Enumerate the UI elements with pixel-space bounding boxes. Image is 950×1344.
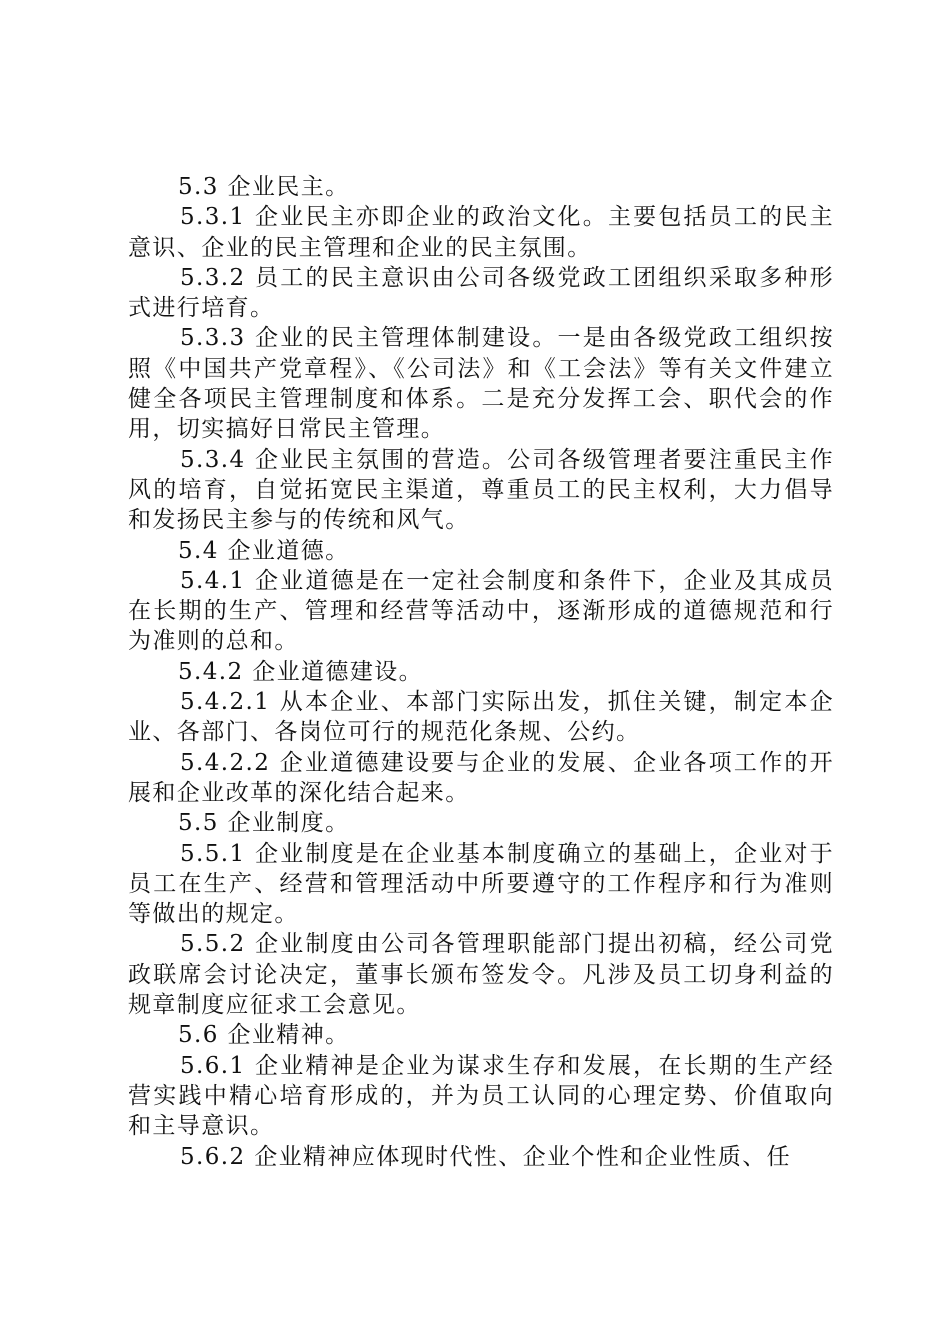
paragraph-5-4-2-2: 5.4.2.2 企业道德建设要与企业的发展、企业各项工作的开展和企业改革的深化结合起来。 (128, 749, 834, 806)
paragraph-5-6-2: 5.6.2 企业精神应体现时代性、企业个性和企业性质、任 (180, 1143, 792, 1170)
paragraph-5-3-1: 5.3.1 企业民主亦即企业的政治文化。主要包括员工的民主意识、企业的民主管理和企业的民主氛围。 (128, 204, 834, 261)
paragraph-5-4-1: 5.4.1 企业道德是在一定社会制度和条件下，企业及其成员在长期的生产、管理和经营等活动中，逐渐形成的道德规范和行为准则的总和。 (128, 567, 834, 655)
section-heading-5-4: 5.4 企业道德。 (178, 537, 350, 564)
section-heading-5-3: 5.3 企业民主。 (178, 174, 350, 200)
paragraph-5-6-1: 5.6.1 企业精神是企业为谋求生存和发展，在长期的生产经营实践中精心培育形成的，并为员工认同的心理定势、价值取向和主导意识。 (128, 1052, 834, 1140)
paragraph-5-4-2-1: 5.4.2.1 从本企业、本部门实际出发，抓住关键，制定本企业、各部门、各岗位可行的规范化条规、公约。 (128, 689, 834, 746)
paragraph-5-3-4: 5.3.4 企业民主氛围的营造。公司各级管理者要注重民主作风的培育，自觉拓宽民主渠道，尊重员工的民主权利，大力倡导和发扬民主参与的传统和风气。 (128, 446, 834, 534)
paragraph-5-3-3: 5.3.3 企业的民主管理体制建设。一是由各级党政工组织按照《中国共产党章程》、《公司法》和《工会法》等有关文件建立健全各项民主管理制度和体系。二是充分发挥工会、职代会的作用，切实搞好日常民主管理。 (128, 325, 834, 443)
section-heading-5-6: 5.6 企业精神。 (178, 1022, 350, 1049)
section-heading-5-5: 5.5 企业制度。 (178, 810, 350, 837)
paragraph-5-3-2: 5.3.2 员工的民主意识由公司各级党政工团组织采取多种形式进行培育。 (128, 264, 834, 322)
document-body (128, 172, 834, 1172)
section-heading-5-4-2: 5.4.2 企业道德建设。 (178, 658, 424, 685)
paragraph-5-5-1: 5.5.1 企业制度是在企业基本制度确立的基础上，企业对于员工在生产、经营和管理活动中所要遵守的工作程序和行为准则等做出的规定。 (128, 840, 834, 928)
paragraph-5-5-2: 5.5.2 企业制度由公司各管理职能部门提出初稿，经公司党政联席会讨论决定，董事长颁布签发令。凡涉及员工切身利益的规章制度应征求工会意见。 (128, 931, 834, 1019)
